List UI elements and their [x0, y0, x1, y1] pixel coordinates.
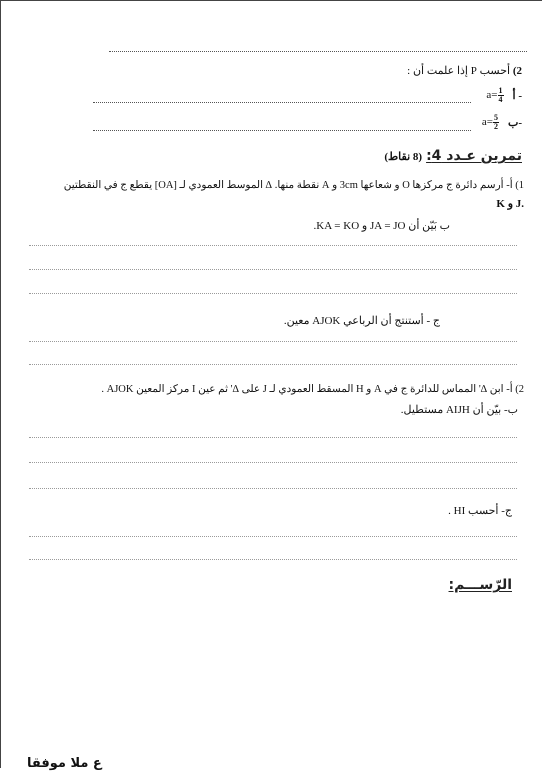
question-2b: ب- بيّن أن AIJH مستطيل.: [400, 404, 518, 416]
footer-text: ع ملا موفقا: [27, 756, 102, 771]
answer-line: [29, 341, 517, 342]
item-b-equation: a= $\frac{5}{2}$: [481, 113, 498, 131]
question-number: 2): [512, 65, 522, 77]
answer-line: [29, 536, 517, 537]
item-a: [486, 87, 522, 104]
question-text: أحسب P إذا علمت أن :: [407, 65, 511, 77]
question-1a: 1) أ- أرسم دائرة ج مركزها O و شعاعها 3cm و A نقطة منها. ∆ الموسط العمودي لـ [OA] يقطع ج في النقطتين: [63, 180, 524, 191]
question-1a-cont: K و J.: [496, 198, 524, 210]
item-b: [482, 114, 522, 131]
exercise-points: (8 نقاط): [384, 151, 423, 163]
answer-line: [29, 364, 517, 365]
answer-line: [93, 102, 471, 103]
answer-line: [93, 130, 471, 131]
question-1b: ب بَيّن أن JA = JO و KA = KO.: [313, 220, 450, 232]
item-a-label: أ -: [512, 90, 522, 102]
exercise-4-heading: [222, 147, 522, 165]
answer-line: [29, 245, 517, 246]
answer-line: [109, 51, 527, 52]
exercise-title: تمرين عـدد 4:: [426, 148, 522, 164]
question-2: [122, 64, 522, 77]
answer-line: [29, 293, 517, 294]
answer-line: [29, 462, 517, 463]
answer-line: [29, 437, 517, 438]
fraction: $\frac{1}{4}$: [498, 86, 503, 104]
answer-line: [29, 488, 517, 489]
item-a-equation: a= $\frac{1}{4}$: [486, 86, 503, 104]
question-2a: 2) أ- ابن ∆' المماس للدائرة ج في A و H المسقط العمودي لـ J على ∆' ثم عين I مركز المعين AJOK .: [101, 384, 524, 395]
drawing-heading: الرّســـم:: [448, 577, 512, 593]
question-2c: ج- أحسب HI .: [448, 505, 512, 517]
question-1c: ج - أستنتج أن الرباعي AJOK معين.: [283, 315, 440, 327]
fraction: $\frac{5}{2}$: [493, 113, 498, 131]
item-b-label: ب-: [507, 117, 522, 129]
answer-line: [29, 559, 517, 560]
answer-line: [29, 269, 517, 270]
